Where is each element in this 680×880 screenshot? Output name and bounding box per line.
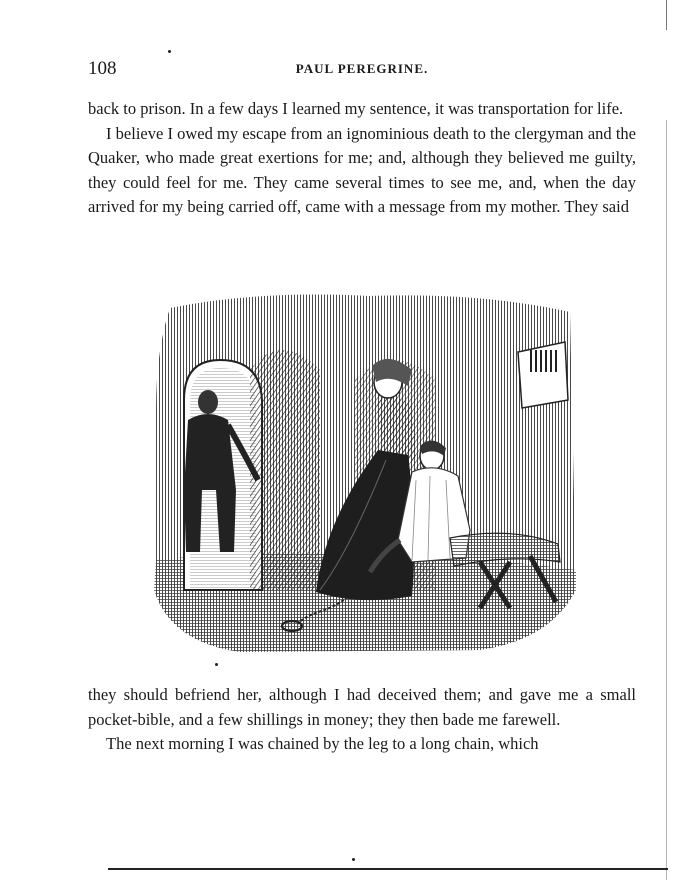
bottom-rule [108, 868, 668, 870]
page-header [88, 58, 636, 82]
body-text-top [88, 97, 636, 220]
paragraph: back to prison. In a few days I learned my sentence, it was transportation for life. [88, 99, 624, 118]
running-title: PAUL PEREGRINE. [295, 61, 429, 76]
page-edge-mark [666, 0, 667, 30]
body-text-bottom [88, 683, 636, 757]
ink-speck [215, 663, 218, 666]
page-number: 108 [88, 58, 117, 79]
prison-cell-engraving [150, 290, 580, 658]
paragraph: I believe I owed my escape from an ignominious death to the clergyman and the Quaker, who made great exertions for me; and, although they believed me guilty, they could feel for me. They came several times to see me, and, when the day arrived for my being carried off, came with a message from my mother. They said [88, 123, 636, 216]
paragraph: they should befriend her, although I had deceived them; and gave me a small pocket-bible, and a few shillings in money; they then bade me farewell. [88, 685, 636, 729]
paragraph: The next morning I was chained by the leg to a long chain, which [106, 734, 539, 753]
ink-speck [352, 858, 355, 861]
page-edge-line [666, 120, 667, 880]
ink-speck [168, 50, 171, 53]
